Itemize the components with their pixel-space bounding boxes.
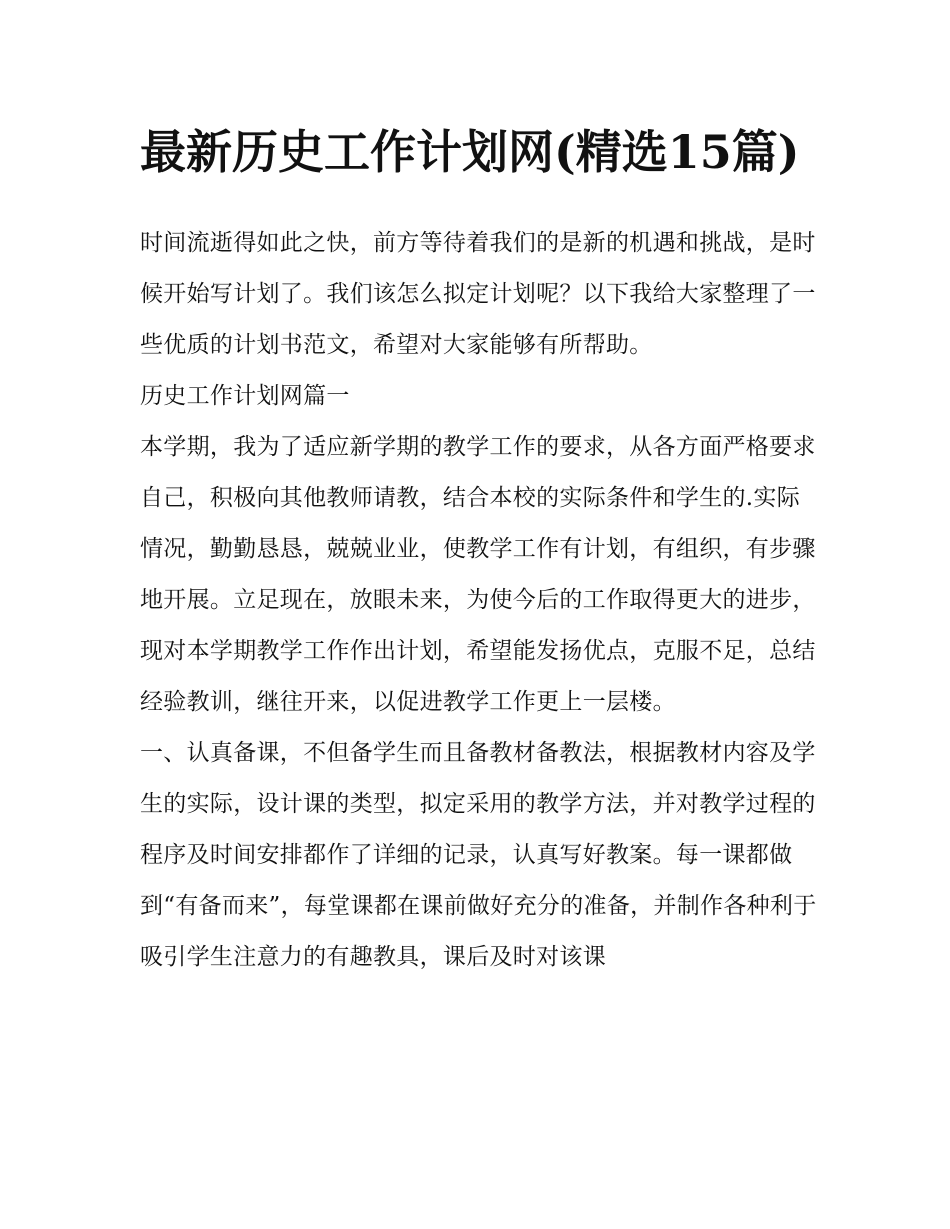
body-paragraph-2: 一、认真备课，不但备学生而且备教材备教法，根据教材内容及学生的实际，设计课的类型，拟定采用的教学方法，并对教学过程的程序及时间安排都作了详细的记录，认真写好教案。每一课都做到“有备而来”，每堂课都在课前做好充分的准备，并制作各种利于吸引学生注意力的有趣教具，课后及时对该课 [140,740,817,970]
document-title: 最新历史工作计划网(精选15篇) [140,125,800,179]
intro-paragraph: 时间流逝得如此之快，前方等待着我们的是新的机遇和挑战，是时候开始写计划了。我们该怎么拟定计划呢？以下我给大家整理了一些优质的计划书范文，希望对大家能够有所帮助。 [140,230,816,358]
body-paragraph-1: 本学期，我为了适应新学期的教学工作的要求，从各方面严格要求自己，积极向其他教师请教，结合本校的实际条件和学生的.实际情况，勤勤恳恳，兢兢业业，使教学工作有计划，有组织，有步骤地开展。立足现在，放眼未来，为使今后的工作取得更大的进步，现对本学期教学工作作出计划，希望能发扬优点，克服不足，总结经验教训，继往开来，以促进教学工作更上一层楼。 [140,434,816,715]
document-page [140,112,820,983]
document-body [140,218,820,983]
section-heading: 历史工作计划网篇一 [140,383,350,409]
